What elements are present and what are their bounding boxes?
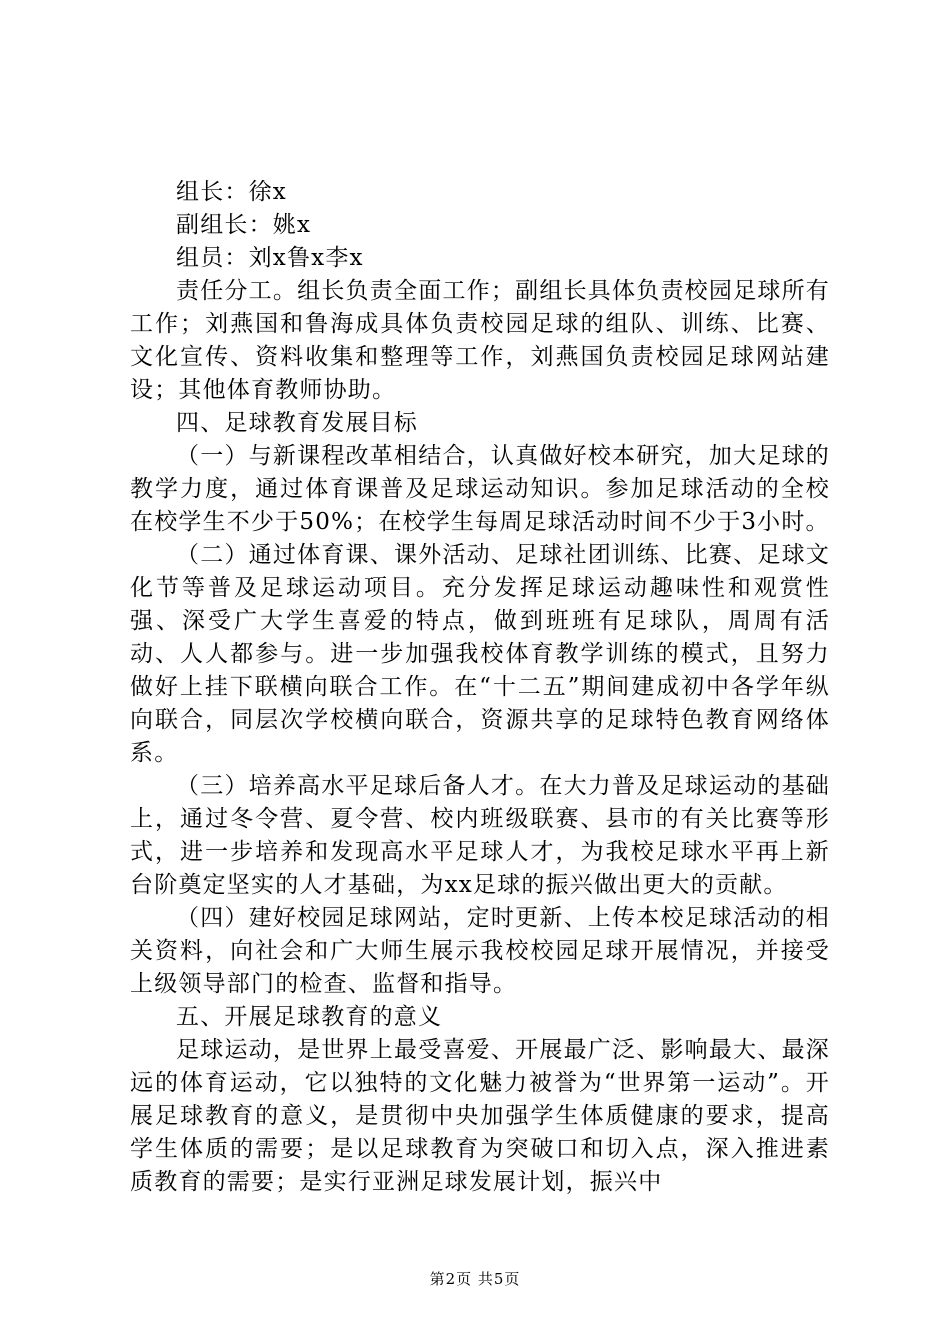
responsibility-paragraph: 责任分工。组长负责全面工作；副组长具体负责校园足球所有工作；刘燕国和鲁海成具体负责校园足球的组队、训练、比赛、文化宣传、资料收集和整理等工作，刘燕国负责校园足球网站建设；其他体育教师协助。 (130, 278, 830, 403)
section-heading-goals: 四、足球教育发展目标 (176, 410, 418, 436)
deputy-leader-line: 副组长：姚x (176, 212, 312, 238)
members-line: 组员：刘x鲁x李x (176, 245, 364, 271)
goal-paragraph-4: （四）建好校园足球网站，定时更新、上传本校足球活动的相关资料，向社会和广大师生展示我校校园足球开展情况，并接受上级领导部门的检查、监督和指导。 (130, 905, 830, 997)
document-body (130, 176, 830, 1199)
section-heading-significance: 五、开展足球教育的意义 (176, 1004, 443, 1030)
leader-line: 组长：徐x (176, 179, 287, 205)
goal-paragraph-1: （一）与新课程改革相结合，认真做好校本研究，加大足球的教学力度，通过体育课普及足球运动知识。参加足球活动的全校在校学生不少于50%；在校学生每周足球活动时间不少于3小时。 (130, 443, 830, 535)
goal-paragraph-3: （三）培养高水平足球后备人才。在大力普及足球运动的基础上，通过冬令营、夏令营、校内班级联赛、县市的有关比赛等形式，进一步培养和发现高水平足球人才，为我校足球水平再上新台阶奠定坚实的人才基础，为xx足球的振兴做出更大的贡献。 (130, 773, 830, 898)
goal-paragraph-2: （二）通过体育课、课外活动、足球社团训练、比赛、足球文化节等普及足球运动项目。充分发挥足球运动趣味性和观赏性强、深受广大学生喜爱的特点，做到班班有足球队，周周有活动、人人都参与。进一步加强我校体育教学训练的模式，且努力做好上挂下联横向联合工作。在“十二五”期间建成初中各学年纵向联合，同层次学校横向联合，资源共享的足球特色教育网络体系。 (130, 542, 830, 766)
significance-paragraph: 足球运动，是世界上最受喜爱、开展最广泛、影响最大、最深远的体育运动，它以独特的文化魅力被誉为“世界第一运动”。开展足球教育的意义，是贯彻中央加强学生体质健康的要求，提高学生体质的需要；是以足球教育为突破口和切入点，深入推进素质教育的需要；是实行亚洲足球发展计划，振兴中 (130, 1037, 830, 1195)
page-number-footer: 第2页 共5页 (429, 1270, 521, 1288)
